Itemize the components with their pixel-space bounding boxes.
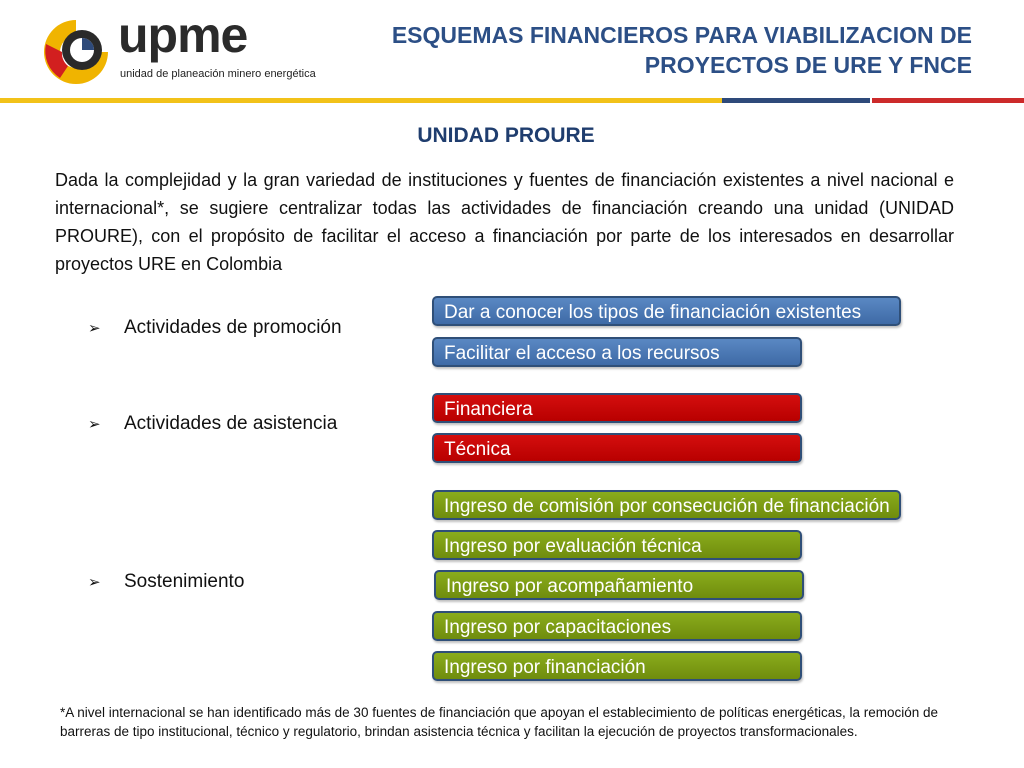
promo-item-acceso: Facilitar el acceso a los recursos (432, 337, 802, 367)
brand-tagline: unidad de planeación minero energética (120, 68, 316, 80)
header-divider-red (872, 98, 1024, 103)
sost-item-comision: Ingreso de comisión por consecución de financiación (432, 490, 901, 520)
page-title: ESQUEMAS FINANCIEROS PARA VIABILIZACION DE PROYECTOS DE URE Y FNCE (391, 22, 972, 78)
brand-name: upme (118, 7, 248, 63)
category-label: Actividades de promoción (124, 317, 342, 338)
sost-item-capacitaciones: Ingreso por capacitaciones (432, 611, 802, 641)
category-promocion (88, 317, 342, 339)
sost-item-evaluacion: Ingreso por evaluación técnica (432, 530, 802, 560)
intro-paragraph: Dada la complejidad y la gran variedad de instituciones y fuentes de financiación existentes a nivel nacional e internacional*, se sugiere centralizar todas las actividades de financiación creando una unidad (UNIDAD PROURE), con el propósito de facilitar el acceso a financiación por parte de los interesados en desarrollar proyectos URE en Colombia (55, 170, 954, 274)
category-asistencia (88, 413, 337, 435)
category-sostenimiento (88, 571, 244, 593)
sost-item-financiacion: Ingreso por financiación (432, 651, 802, 681)
header (0, 0, 1024, 100)
arrow-bullet-icon: ➢ (88, 574, 101, 591)
section-subtitle: UNIDAD PROURE (417, 124, 595, 147)
upme-logo-icon (38, 16, 114, 86)
arrow-bullet-icon: ➢ (88, 416, 101, 433)
asistencia-item-financiera: Financiera (432, 393, 802, 423)
header-divider-navy (722, 98, 870, 103)
category-label: Sostenimiento (124, 571, 245, 592)
header-divider-gold (0, 98, 722, 103)
promo-item-tipos: Dar a conocer los tipos de financiación existentes (432, 296, 901, 326)
footnote: *A nivel internacional se han identificado más de 30 fuentes de financiación que apoyan el establecimiento de políticas energéticas, la remoción de barreras de tipo institucional, técnico y regulatorio, brindan asistencia técnica y facilitan la ejecución de proyectos transformacionales. (60, 705, 939, 739)
arrow-bullet-icon: ➢ (88, 320, 101, 337)
sost-item-acompanamiento: Ingreso por acompañamiento (434, 570, 804, 600)
asistencia-item-tecnica: Técnica (432, 433, 802, 463)
category-label: Actividades de asistencia (124, 413, 338, 434)
